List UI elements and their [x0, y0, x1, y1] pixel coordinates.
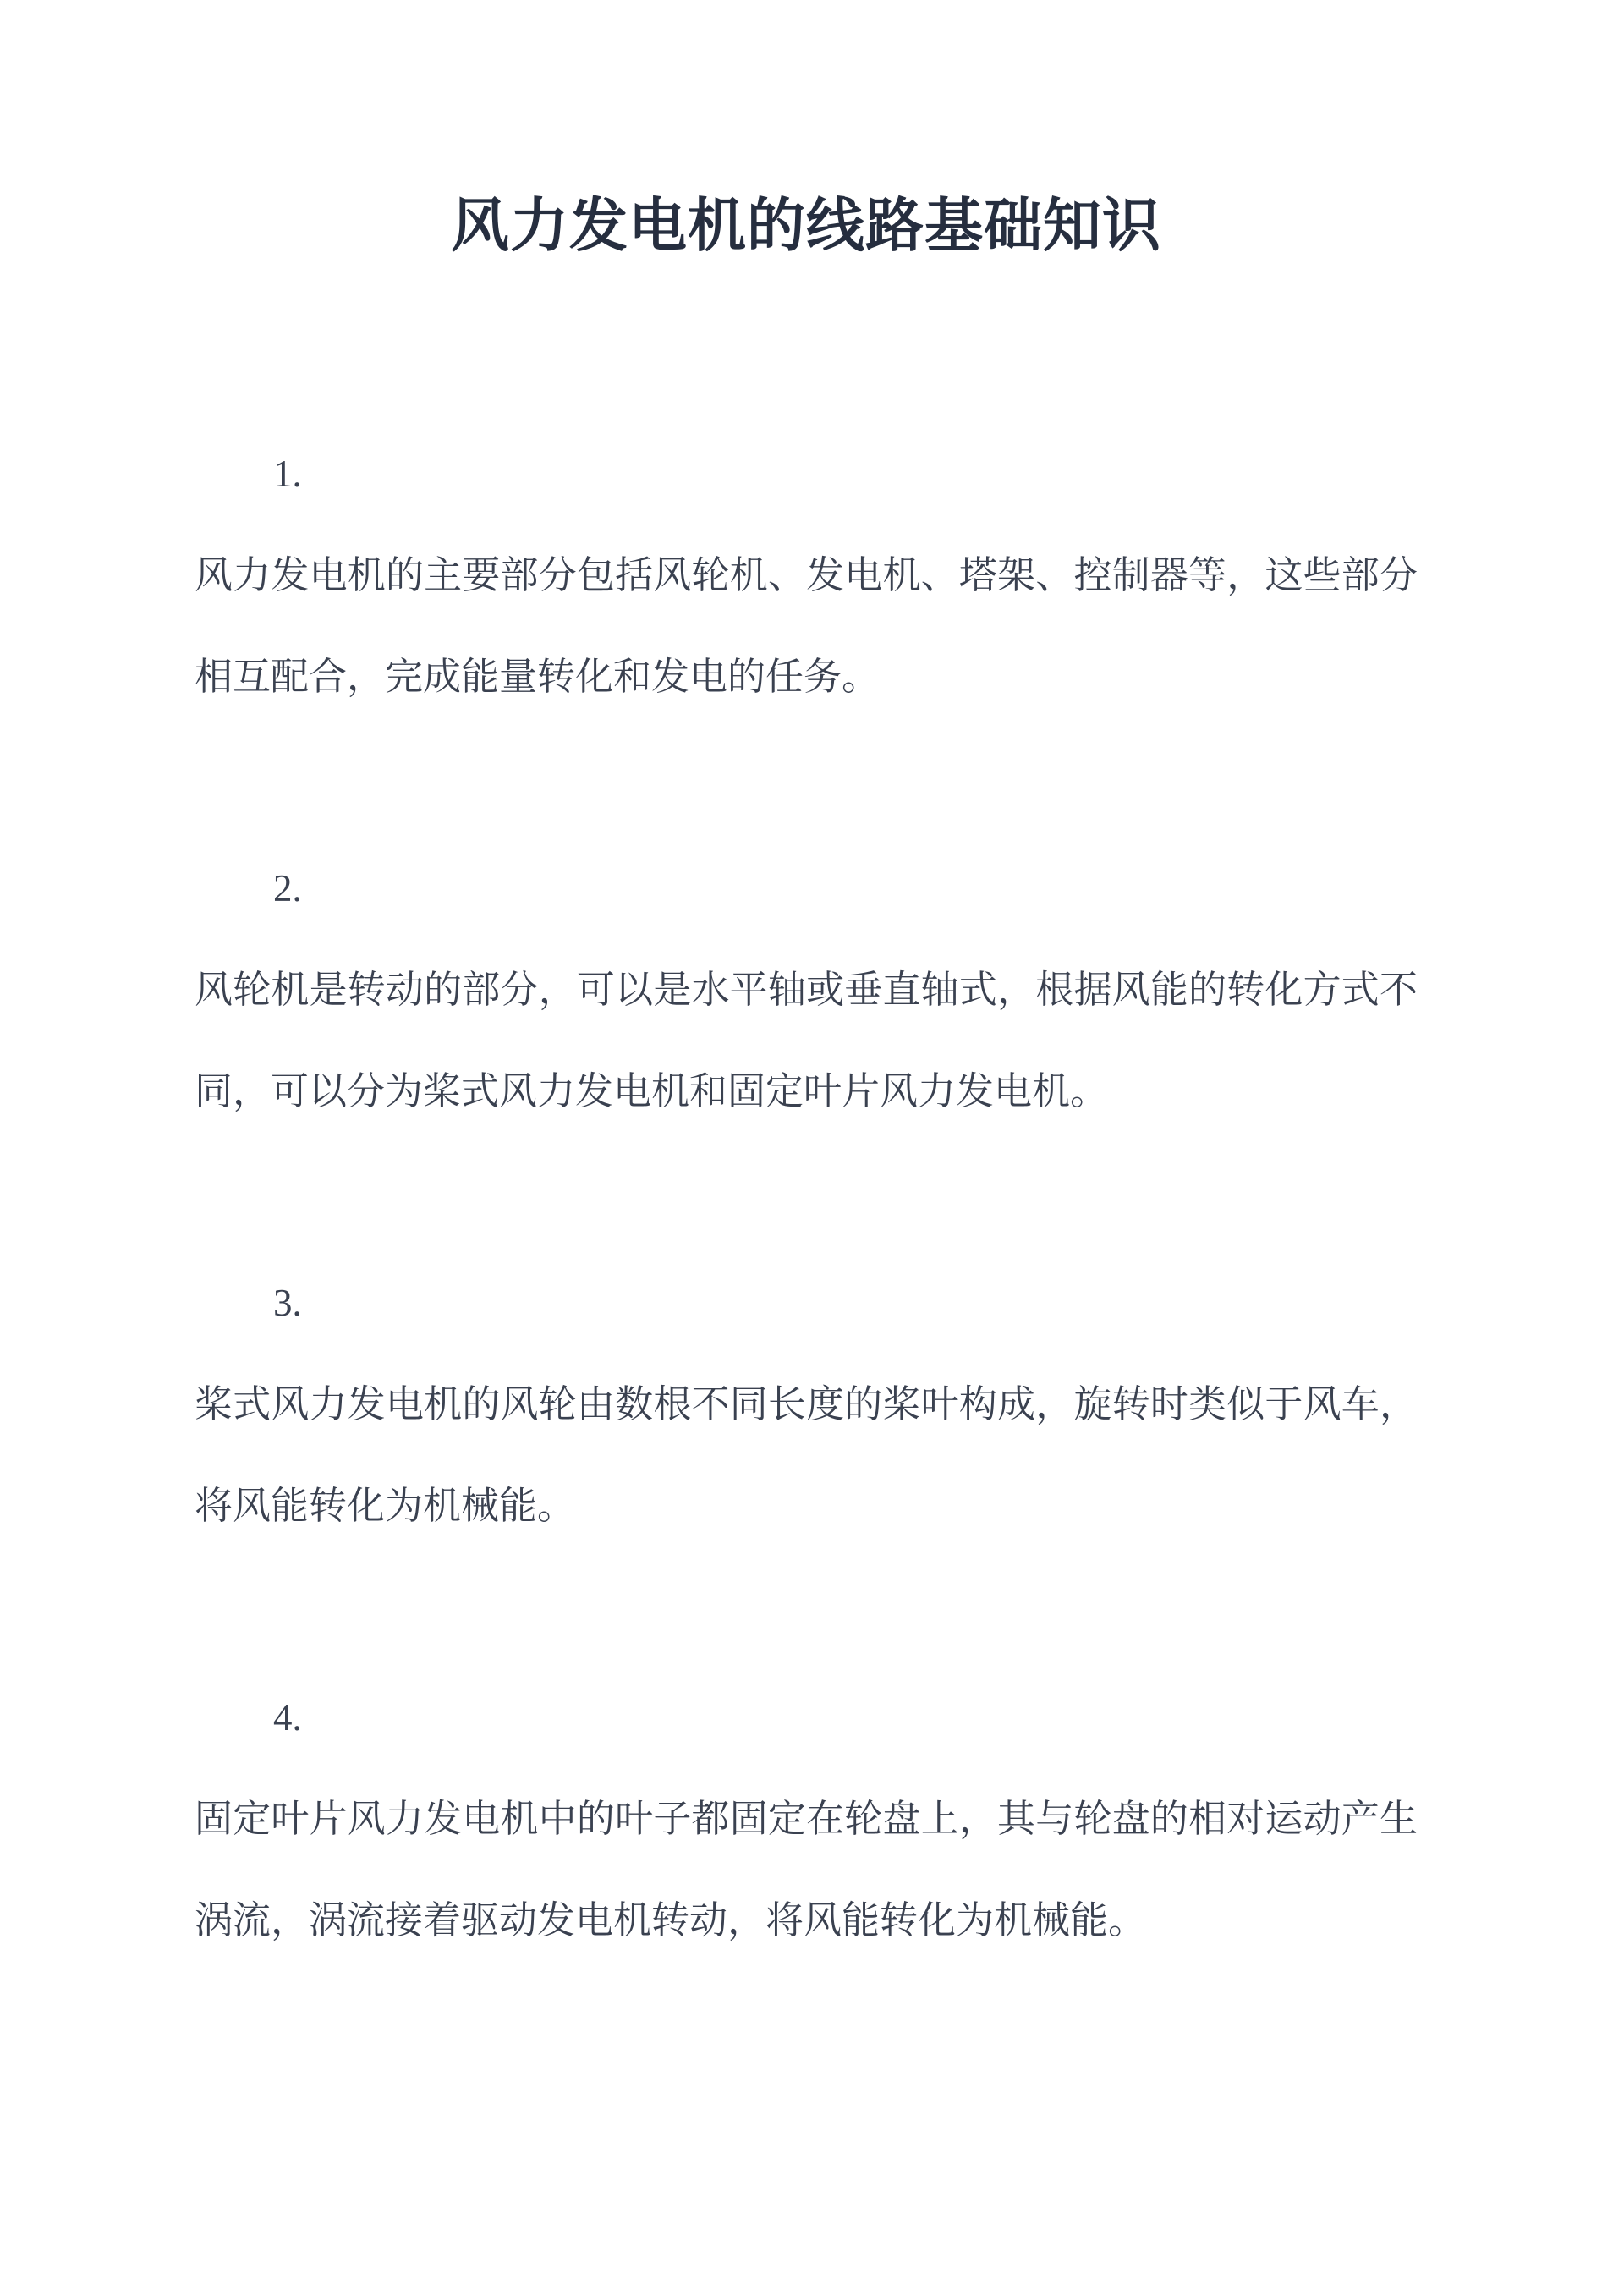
- list-item: [195, 838, 1418, 1142]
- item-number: 1.: [273, 453, 302, 495]
- list-item: [195, 1667, 1418, 1971]
- list-item: [195, 423, 1418, 728]
- item-paragraph: 风力发电机的主要部分包括风轮机、发电机、塔架、控制器等，这些部分相互配合，完成能量转化和发电的任务。: [195, 554, 1418, 698]
- item-number: 3.: [273, 1282, 302, 1324]
- item-number: 4.: [273, 1696, 302, 1738]
- item-paragraph: 风轮机是转动的部分，可以是水平轴或垂直轴式，根据风能的转化方式不同，可以分为桨式风力发电机和固定叶片风力发电机。: [195, 969, 1418, 1112]
- numbered-list: [195, 423, 1418, 1971]
- list-item: [195, 1252, 1418, 1557]
- item-paragraph: 固定叶片风力发电机中的叶子都固定在轮盘上，其与轮盘的相对运动产生涡流，涡流接着驱动发电机转动，将风能转化为机械能。: [195, 1798, 1418, 1942]
- item-number: 2.: [273, 867, 302, 909]
- page-title: 风力发电机的线路基础知识: [451, 194, 1161, 258]
- item-paragraph: 桨式风力发电机的风轮由数根不同长度的桨叶构成，旋转时类似于风车，将风能转化为机械能。: [195, 1383, 1418, 1527]
